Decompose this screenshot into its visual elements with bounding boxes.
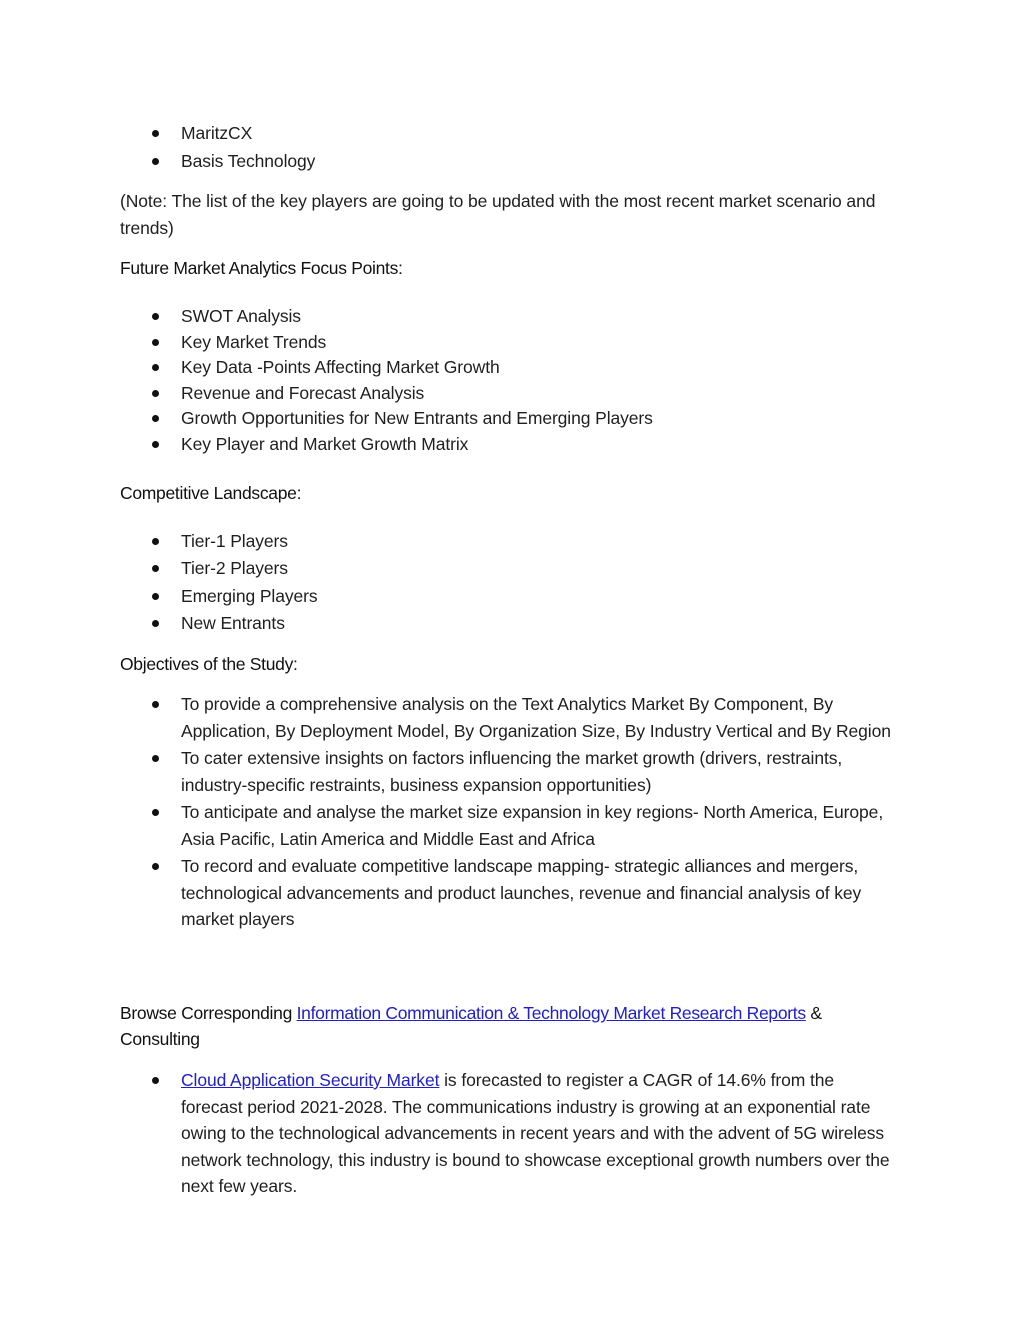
list-item-text: To cater extensive insights on factors influencing the market growth (drivers, restraints, industry-specific restraints, business expansion opportunities) <box>181 748 843 795</box>
list-item-text: Key Market Trends <box>181 331 327 352</box>
browse-suffix: & Consulting <box>120 1003 822 1049</box>
list-item-text: Revenue and Forecast Analysis <box>181 382 425 403</box>
list-item-text: New Entrants <box>181 613 285 634</box>
objectives-heading: Objectives of the Study: <box>120 654 298 674</box>
bullet-icon <box>152 130 159 137</box>
list-item-text: To provide a comprehensive analysis on the Text Analytics Market By Component, By Application, By Deployment Model, By Organization Size, By Industry Vertical and By Region <box>181 694 891 741</box>
list-item <box>120 555 900 582</box>
bullet-icon <box>152 701 159 708</box>
list-item <box>120 583 900 610</box>
bullet-icon <box>152 390 159 397</box>
list-item-text: Key Data -Points Affecting Market Growth <box>181 357 500 378</box>
key-players-list <box>120 121 900 174</box>
bullet-icon <box>152 364 159 371</box>
browse-paragraph <box>120 1000 900 1052</box>
list-item-text: SWOT Analysis <box>181 306 301 326</box>
bullet-icon <box>152 593 159 600</box>
ict-reports-link[interactable]: Information Communication & Technology Market Research Reports <box>296 1003 806 1023</box>
cloud-app-security-link[interactable]: Cloud Application Security Market <box>181 1070 440 1090</box>
list-item <box>120 745 900 798</box>
list-item-text: Tier-2 Players <box>181 558 288 579</box>
competitive-heading: Competitive Landscape: <box>120 483 302 503</box>
list-item-text: To record and evaluate competitive landscape mapping- strategic alliances and mergers, technological advancements and product launches, revenue and financial analysis of key market players <box>181 856 862 929</box>
list-item <box>120 381 900 407</box>
focus-points-list <box>120 304 900 458</box>
bullet-icon <box>152 313 159 320</box>
bullet-icon <box>152 620 159 627</box>
list-item <box>120 432 900 458</box>
bullet-icon <box>152 415 159 422</box>
bullet-icon <box>152 538 159 545</box>
bullet-icon <box>152 565 159 572</box>
objectives-list <box>120 691 900 933</box>
list-item <box>120 1067 900 1200</box>
bullet-icon <box>152 1077 159 1084</box>
competitive-list <box>120 528 900 638</box>
bullet-icon <box>152 809 159 816</box>
list-item <box>120 304 900 330</box>
list-item <box>120 355 900 381</box>
note-paragraph: (Note: The list of the key players are going to be updated with the most recent market scenario and trends) <box>120 191 876 238</box>
list-item-text: Growth Opportunities for New Entrants and Emerging Players <box>181 408 653 429</box>
list-item <box>120 406 900 432</box>
list-item-text: Key Player and Market Growth Matrix <box>181 433 469 454</box>
related-reports-list <box>120 1067 900 1200</box>
bullet-icon <box>152 755 159 762</box>
list-item-text: Emerging Players <box>181 585 318 606</box>
list-item <box>120 853 900 933</box>
list-item <box>120 149 900 175</box>
browse-prefix: Browse Corresponding <box>120 1003 297 1023</box>
bullet-icon <box>152 158 159 165</box>
bullet-icon <box>152 441 159 448</box>
focus-heading: Future Market Analytics Focus Points: <box>120 258 403 278</box>
list-item-text: To anticipate and analyse the market size expansion in key regions- North America, Europe, Asia Pacific, Latin America and Middle East and Africa <box>181 802 884 849</box>
list-item <box>120 691 900 744</box>
list-item <box>120 610 900 637</box>
bullet-icon <box>152 339 159 346</box>
related-text: is forecasted to register a CAGR of 14.6% from the forecast period 2021-2028. The communications industry is growing at an exponential rate owing to the technological advancements in recent years and with the advent of 5G wireless network technology, this industry is bound to showcase exceptional growth numbers over the next few years. <box>181 1070 890 1196</box>
list-item <box>120 528 900 555</box>
list-item <box>120 121 900 147</box>
list-item <box>120 330 900 356</box>
list-item-text: MaritzCX <box>181 123 253 143</box>
list-item-text: Basis Technology <box>181 150 316 171</box>
list-item <box>120 799 900 852</box>
list-item-text: Tier-1 Players <box>181 531 288 551</box>
bullet-icon <box>152 863 159 870</box>
